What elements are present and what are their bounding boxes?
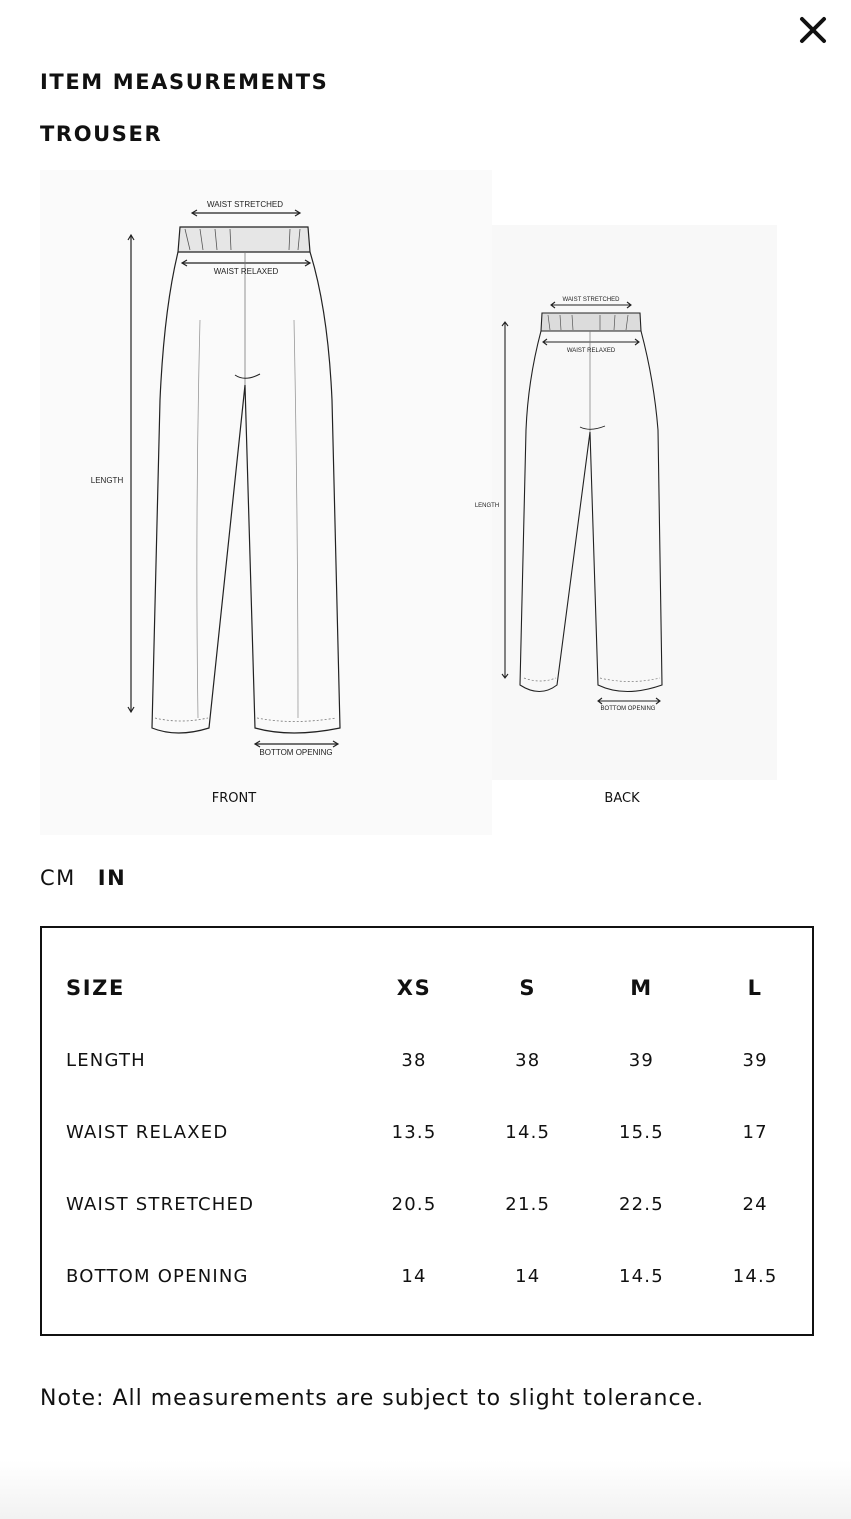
cell-value: 38 bbox=[401, 1049, 427, 1071]
unit-option-cm[interactable]: CM bbox=[40, 866, 76, 890]
front-waist-relaxed-label: WAIST RELAXED bbox=[213, 267, 279, 276]
close-button[interactable] bbox=[795, 12, 831, 48]
product-name: TROUSER bbox=[40, 122, 163, 146]
back-waist-relaxed-label: WAIST RELAXED bbox=[566, 348, 616, 354]
row-label: LENGTH bbox=[66, 1049, 146, 1071]
header-size-s: S bbox=[519, 976, 537, 1000]
cell-value: 14.5 bbox=[505, 1121, 551, 1143]
header-size-l: L bbox=[747, 976, 763, 1000]
unit-option-in[interactable]: IN bbox=[97, 866, 127, 890]
table-row bbox=[66, 1024, 812, 1096]
cell-value: 39 bbox=[628, 1049, 655, 1071]
front-length-label: LENGTH bbox=[90, 476, 124, 485]
cell-value: 22.5 bbox=[618, 1193, 664, 1215]
cell-value: 39 bbox=[742, 1049, 768, 1071]
table-row bbox=[66, 1096, 812, 1168]
cell-value: 14.5 bbox=[732, 1265, 778, 1287]
front-caption: FRONT bbox=[211, 791, 257, 806]
header-size: SIZE bbox=[66, 976, 125, 1000]
front-bottom-opening-label: BOTTOM OPENING bbox=[259, 748, 333, 757]
row-label: WAIST RELAXED bbox=[66, 1121, 229, 1143]
table-row bbox=[66, 1168, 812, 1240]
row-label: BOTTOM OPENING bbox=[66, 1265, 249, 1287]
size-table bbox=[66, 952, 812, 1312]
bottom-fade bbox=[0, 1460, 851, 1519]
tolerance-note: Note: All measurements are subject to slight tolerance. bbox=[40, 1386, 705, 1411]
cell-value: 21.5 bbox=[505, 1193, 551, 1215]
cell-value: 13.5 bbox=[391, 1121, 437, 1143]
back-caption: BACK bbox=[604, 791, 640, 806]
cell-value: 38 bbox=[515, 1049, 541, 1071]
cell-value: 14 bbox=[515, 1265, 541, 1287]
cell-value: 14 bbox=[401, 1265, 427, 1287]
cell-value: 20.5 bbox=[391, 1193, 437, 1215]
table-row bbox=[66, 1240, 812, 1312]
measurement-diagram bbox=[40, 170, 780, 835]
cell-value: 15.5 bbox=[618, 1121, 664, 1143]
close-icon bbox=[795, 12, 831, 48]
back-waist-stretched-label: WAIST STRETCHED bbox=[562, 297, 620, 303]
front-waist-stretched-label: WAIST STRETCHED bbox=[206, 200, 284, 209]
header-size-xs: XS bbox=[396, 976, 432, 1000]
back-bottom-opening-label: BOTTOM OPENING bbox=[600, 706, 656, 712]
back-length-label: LENGTH bbox=[474, 503, 500, 509]
cell-value: 14.5 bbox=[618, 1265, 664, 1287]
table-header-row bbox=[66, 952, 812, 1024]
size-chart bbox=[40, 926, 814, 1336]
trouser-technical-drawing bbox=[40, 170, 780, 835]
cell-value: 24 bbox=[742, 1193, 768, 1215]
unit-toggle bbox=[40, 866, 126, 890]
header-size-m: M bbox=[630, 976, 653, 1000]
row-label: WAIST STRETCHED bbox=[66, 1193, 255, 1215]
cell-value: 17 bbox=[742, 1121, 768, 1143]
modal-title: ITEM MEASUREMENTS bbox=[40, 70, 329, 94]
